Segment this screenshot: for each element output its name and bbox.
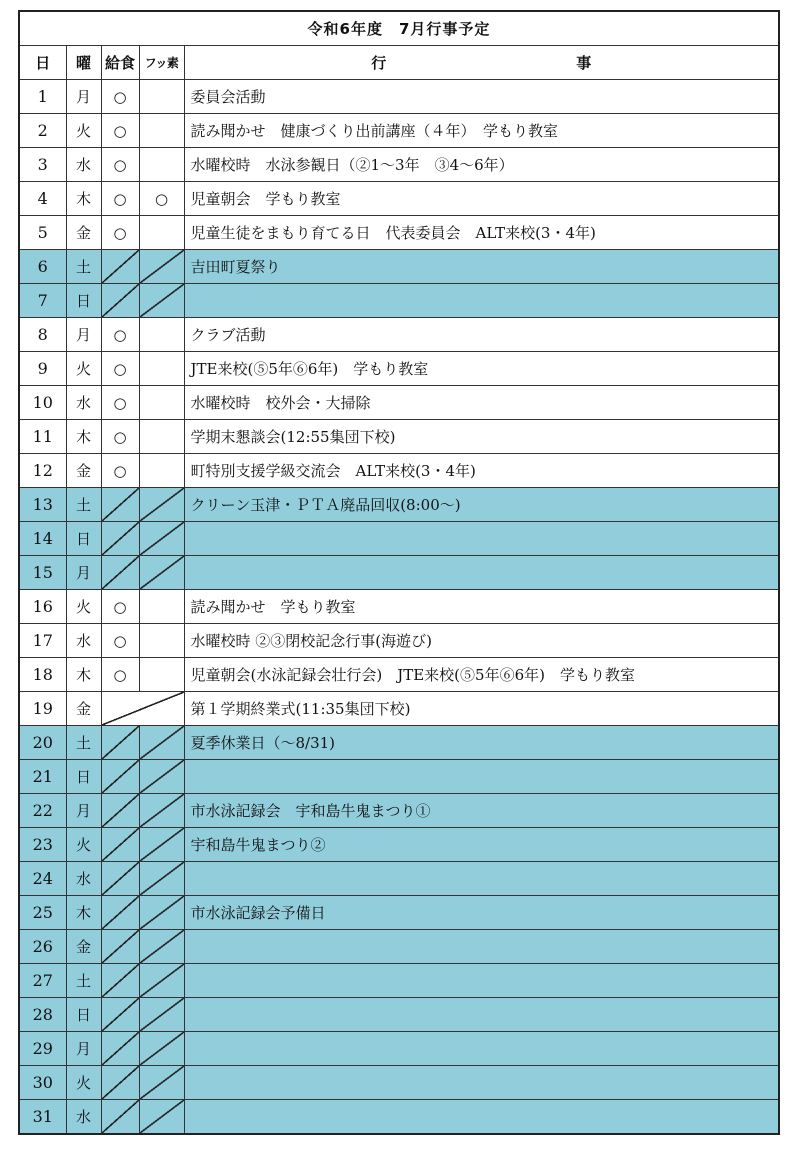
weekday-cell: 木: [66, 896, 101, 930]
header-lunch: 給食: [101, 46, 139, 80]
fluoride-cell-none: [139, 998, 184, 1032]
fluoride-cell: ○: [139, 182, 184, 216]
day-cell: 23: [19, 828, 66, 862]
table-row: [19, 182, 779, 216]
event-cell: 児童朝会 学もり教室: [184, 182, 779, 216]
day-cell: 2: [19, 114, 66, 148]
table-row: [19, 488, 779, 522]
fluoride-cell: [139, 148, 184, 182]
lunch-cell: ○: [101, 182, 139, 216]
event-cell: 水曜校時 ②③閉校記念行事(海遊び): [184, 624, 779, 658]
weekday-cell: 水: [66, 386, 101, 420]
event-cell: 町特別支援学級交流会 ALT来校(3・4年): [184, 454, 779, 488]
lunch-cell: ○: [101, 148, 139, 182]
weekday-cell: 火: [66, 828, 101, 862]
fluoride-cell: [139, 420, 184, 454]
event-cell: [184, 930, 779, 964]
table-row: [19, 896, 779, 930]
event-cell: [184, 1066, 779, 1100]
table-row: [19, 1100, 779, 1135]
weekday-cell: 日: [66, 998, 101, 1032]
weekday-cell: 木: [66, 182, 101, 216]
fluoride-cell-none: [139, 1032, 184, 1066]
lunch-cell: ○: [101, 216, 139, 250]
day-cell: 11: [19, 420, 66, 454]
fluoride-cell: [139, 386, 184, 420]
event-cell: [184, 556, 779, 590]
lunch-fluoride-cell-none: [101, 692, 184, 726]
fluoride-cell-none: [139, 284, 184, 318]
weekday-cell: 金: [66, 692, 101, 726]
fluoride-cell-none: [139, 522, 184, 556]
table-row: [19, 216, 779, 250]
weekday-cell: 水: [66, 1100, 101, 1135]
fluoride-cell-none: [139, 930, 184, 964]
weekday-cell: 金: [66, 216, 101, 250]
header-events: [184, 46, 779, 80]
day-cell: 21: [19, 760, 66, 794]
event-cell: クラブ活動: [184, 318, 779, 352]
header-weekday: 曜: [66, 46, 101, 80]
day-cell: 19: [19, 692, 66, 726]
weekday-cell: 火: [66, 1066, 101, 1100]
table-row: [19, 658, 779, 692]
table-row: [19, 454, 779, 488]
event-cell: [184, 964, 779, 998]
day-cell: 6: [19, 250, 66, 284]
lunch-cell: ○: [101, 318, 139, 352]
table-row: [19, 352, 779, 386]
lunch-cell-none: [101, 556, 139, 590]
fluoride-cell-none: [139, 794, 184, 828]
event-cell: 市水泳記録会予備日: [184, 896, 779, 930]
event-cell: 児童朝会(水泳記録会壮行会) JTE来校(⑤5年⑥6年) 学もり教室: [184, 658, 779, 692]
day-cell: 27: [19, 964, 66, 998]
table-row: [19, 420, 779, 454]
weekday-cell: 土: [66, 488, 101, 522]
lunch-cell-none: [101, 1032, 139, 1066]
weekday-cell: 土: [66, 726, 101, 760]
lunch-cell-none: [101, 828, 139, 862]
fluoride-cell: [139, 80, 184, 114]
lunch-cell-none: [101, 964, 139, 998]
day-cell: 7: [19, 284, 66, 318]
lunch-cell-none: [101, 862, 139, 896]
table-row: [19, 930, 779, 964]
day-cell: 15: [19, 556, 66, 590]
weekday-cell: 月: [66, 80, 101, 114]
day-cell: 12: [19, 454, 66, 488]
schedule-table: [18, 10, 780, 1135]
table-row: [19, 1066, 779, 1100]
lunch-cell-none: [101, 930, 139, 964]
fluoride-cell-none: [139, 726, 184, 760]
day-cell: 17: [19, 624, 66, 658]
table-row: [19, 692, 779, 726]
header-day: 日: [19, 46, 66, 80]
lunch-cell-none: [101, 794, 139, 828]
event-cell: 児童生徒をまもり育てる日 代表委員会 ALT来校(3・4年): [184, 216, 779, 250]
day-cell: 20: [19, 726, 66, 760]
lunch-cell-none: [101, 250, 139, 284]
header-events-a: 行: [371, 54, 387, 72]
day-cell: 31: [19, 1100, 66, 1135]
page-title: 令和6年度 7月行事予定: [19, 11, 779, 46]
weekday-cell: 日: [66, 522, 101, 556]
day-cell: 29: [19, 1032, 66, 1066]
event-cell: [184, 284, 779, 318]
table-row: [19, 250, 779, 284]
fluoride-cell: [139, 114, 184, 148]
lunch-cell: ○: [101, 454, 139, 488]
weekday-cell: 日: [66, 284, 101, 318]
day-cell: 14: [19, 522, 66, 556]
fluoride-cell-none: [139, 250, 184, 284]
table-row: [19, 964, 779, 998]
weekday-cell: 木: [66, 658, 101, 692]
fluoride-cell: [139, 590, 184, 624]
table-row: [19, 114, 779, 148]
lunch-cell-none: [101, 488, 139, 522]
event-cell: クリーン玉津・ＰＴＡ廃品回収(8:00～): [184, 488, 779, 522]
fluoride-cell: [139, 318, 184, 352]
day-cell: 18: [19, 658, 66, 692]
fluoride-cell: [139, 352, 184, 386]
table-row: [19, 80, 779, 114]
fluoride-cell-none: [139, 760, 184, 794]
table-row: [19, 556, 779, 590]
day-cell: 26: [19, 930, 66, 964]
event-cell: 夏季休業日（～8/31): [184, 726, 779, 760]
lunch-cell: ○: [101, 80, 139, 114]
fluoride-cell: [139, 216, 184, 250]
lunch-cell-none: [101, 522, 139, 556]
table-row: [19, 862, 779, 896]
weekday-cell: 日: [66, 760, 101, 794]
lunch-cell-none: [101, 284, 139, 318]
table-row: [19, 522, 779, 556]
event-cell: 第１学期終業式(11:35集団下校): [184, 692, 779, 726]
event-cell: 市水泳記録会 宇和島牛鬼まつり①: [184, 794, 779, 828]
day-cell: 25: [19, 896, 66, 930]
day-cell: 5: [19, 216, 66, 250]
table-row: [19, 148, 779, 182]
weekday-cell: 土: [66, 964, 101, 998]
table-row: [19, 998, 779, 1032]
day-cell: 1: [19, 80, 66, 114]
weekday-cell: 金: [66, 454, 101, 488]
weekday-cell: 金: [66, 930, 101, 964]
day-cell: 28: [19, 998, 66, 1032]
weekday-cell: 水: [66, 148, 101, 182]
table-row: [19, 284, 779, 318]
event-cell: [184, 760, 779, 794]
table-row: [19, 590, 779, 624]
day-cell: 13: [19, 488, 66, 522]
weekday-cell: 水: [66, 624, 101, 658]
event-cell: [184, 998, 779, 1032]
table-row: [19, 386, 779, 420]
lunch-cell-none: [101, 896, 139, 930]
fluoride-cell-none: [139, 828, 184, 862]
lunch-cell-none: [101, 726, 139, 760]
day-cell: 3: [19, 148, 66, 182]
table-row: [19, 1032, 779, 1066]
event-cell: 水曜校時 校外会・大掃除: [184, 386, 779, 420]
event-cell: 学期末懇談会(12:55集団下校): [184, 420, 779, 454]
fluoride-cell: [139, 454, 184, 488]
event-cell: [184, 862, 779, 896]
weekday-cell: 土: [66, 250, 101, 284]
day-cell: 10: [19, 386, 66, 420]
event-cell: JTE来校(⑤5年⑥6年) 学もり教室: [184, 352, 779, 386]
fluoride-cell: [139, 658, 184, 692]
fluoride-cell-none: [139, 862, 184, 896]
day-cell: 24: [19, 862, 66, 896]
day-cell: 22: [19, 794, 66, 828]
event-cell: 読み聞かせ 学もり教室: [184, 590, 779, 624]
lunch-cell-none: [101, 998, 139, 1032]
day-cell: 4: [19, 182, 66, 216]
lunch-cell: ○: [101, 590, 139, 624]
weekday-cell: 火: [66, 590, 101, 624]
event-cell: 委員会活動: [184, 80, 779, 114]
event-cell: [184, 1100, 779, 1135]
fluoride-cell-none: [139, 896, 184, 930]
table-row: [19, 726, 779, 760]
fluoride-cell-none: [139, 1066, 184, 1100]
event-cell: [184, 1032, 779, 1066]
event-cell: 読み聞かせ 健康づくり出前講座（４年） 学もり教室: [184, 114, 779, 148]
day-cell: 16: [19, 590, 66, 624]
day-cell: 9: [19, 352, 66, 386]
table-row: [19, 828, 779, 862]
lunch-cell: ○: [101, 420, 139, 454]
header-events-b: 事: [576, 54, 592, 72]
weekday-cell: 月: [66, 1032, 101, 1066]
day-cell: 8: [19, 318, 66, 352]
fluoride-cell-none: [139, 1100, 184, 1135]
weekday-cell: 月: [66, 556, 101, 590]
weekday-cell: 月: [66, 794, 101, 828]
lunch-cell: ○: [101, 352, 139, 386]
table-row: [19, 624, 779, 658]
fluoride-cell-none: [139, 556, 184, 590]
lunch-cell: ○: [101, 624, 139, 658]
event-cell: 水曜校時 水泳参観日（②1～3年 ③4～6年）: [184, 148, 779, 182]
event-cell: [184, 522, 779, 556]
lunch-cell-none: [101, 1100, 139, 1135]
weekday-cell: 月: [66, 318, 101, 352]
weekday-cell: 火: [66, 352, 101, 386]
fluoride-cell-none: [139, 488, 184, 522]
event-cell: 宇和島牛鬼まつり②: [184, 828, 779, 862]
day-cell: 30: [19, 1066, 66, 1100]
fluoride-cell: [139, 624, 184, 658]
schedule-rows: [19, 80, 779, 1135]
lunch-cell-none: [101, 760, 139, 794]
weekday-cell: 水: [66, 862, 101, 896]
lunch-cell-none: [101, 1066, 139, 1100]
table-row: [19, 760, 779, 794]
lunch-cell: ○: [101, 114, 139, 148]
weekday-cell: 木: [66, 420, 101, 454]
event-cell: 吉田町夏祭り: [184, 250, 779, 284]
table-row: [19, 794, 779, 828]
fluoride-cell-none: [139, 964, 184, 998]
header-fluoride: フッ素: [139, 46, 184, 80]
lunch-cell: ○: [101, 658, 139, 692]
table-row: [19, 318, 779, 352]
lunch-cell: ○: [101, 386, 139, 420]
weekday-cell: 火: [66, 114, 101, 148]
